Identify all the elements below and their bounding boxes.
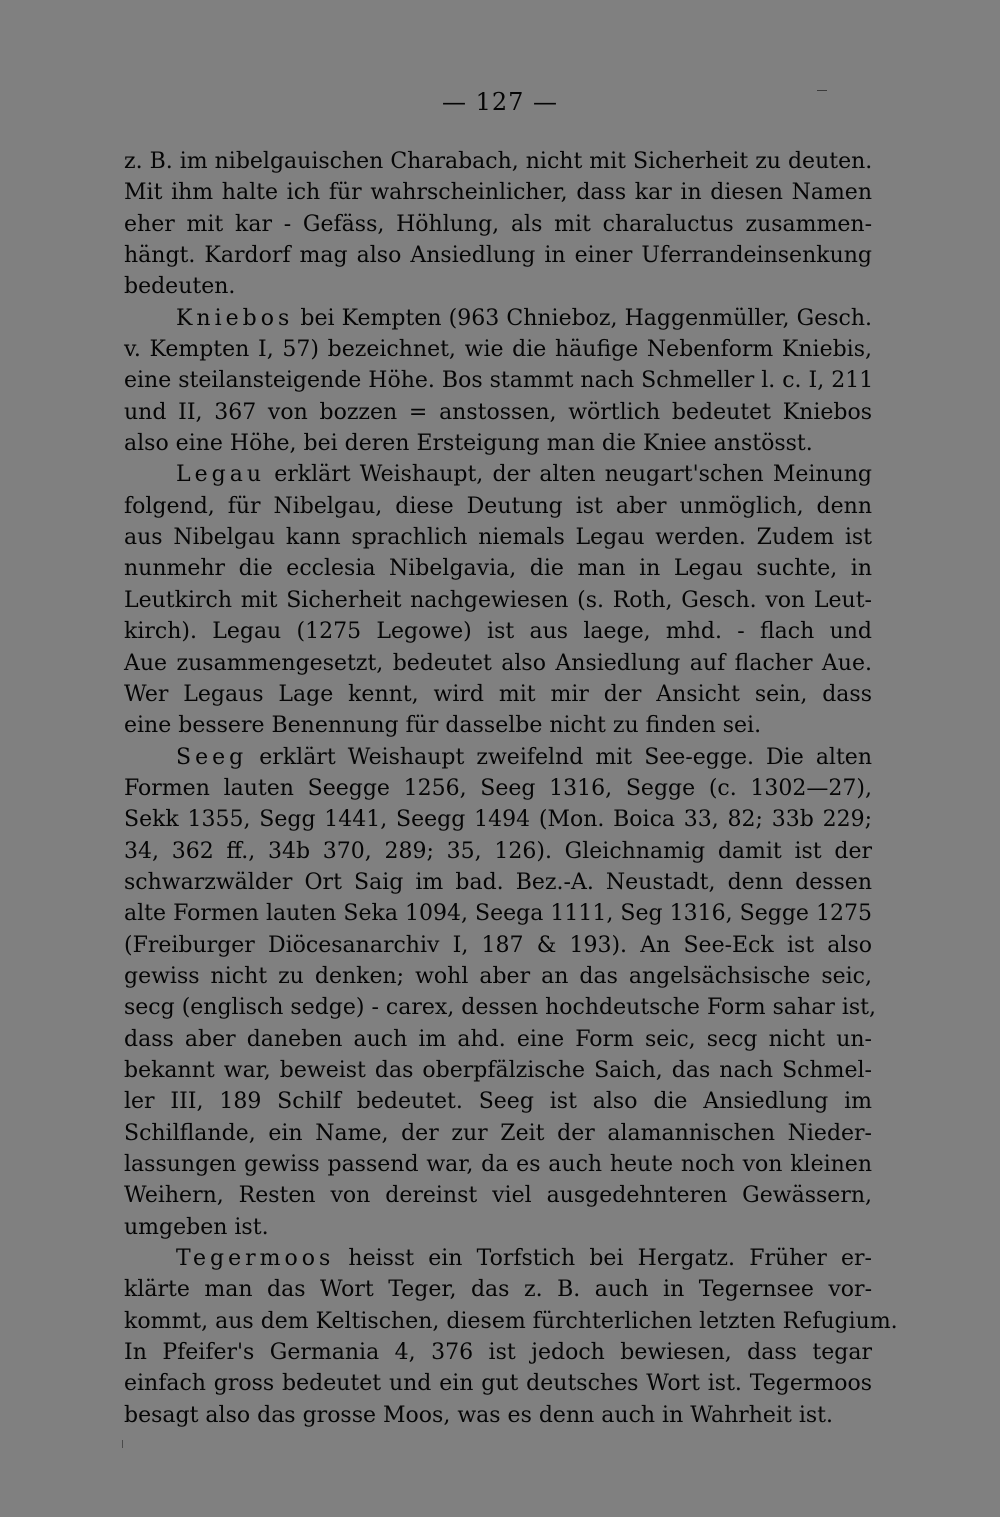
text-line: dass aber daneben auch im ahd. eine Form seic, secg nicht un-: [124, 1026, 872, 1052]
entry-text: erklärt Weishaupt, der alten neugart'schen Meinung: [265, 462, 872, 488]
text-line: folgend, für Nibelgau, diese Deutung ist aber unmöglich, denn: [124, 493, 872, 519]
text-line: (Freiburger Diöcesanarchiv I, 187 & 193). An See-Eck ist also: [124, 932, 872, 958]
text-line: alte Formen lauten Seka 1094, Seega 1111, Seg 1316, Segge 1275: [124, 901, 872, 927]
text-line: z. B. im nibelgauischen Charabach, nicht mit Sicherheit zu deuten.: [124, 149, 873, 174]
text-line: umgeben ist.: [124, 1214, 269, 1240]
text-line: und II, 367 von bozzen = anstossen, wörtlich bedeutet Kniebos: [124, 399, 872, 425]
entry-term: Legau: [176, 462, 265, 488]
text-line: Sekk 1355, Segg 1441, Seegg 1494 (Mon. Boica 33, 82; 33b 229;: [124, 807, 872, 833]
text-line: klärte man das Wort Teger, das z. B. auch in Tegernsee vor-: [124, 1277, 872, 1303]
text-line: kirch). Legau (1275 Legowe) ist aus laege, mhd. - flach und: [124, 619, 872, 645]
text-line: ler III, 189 Schilf bedeutet. Seeg ist also die Ansiedlung im: [124, 1089, 872, 1115]
text-line: schwarzwälder Ort Saig im bad. Bez.-A. Neustadt, denn dessen: [124, 869, 872, 895]
text-line: [124, 459, 872, 490]
entry-text: erklärt Weishaupt zweifelnd mit See-egge. Die alten: [247, 744, 872, 770]
text-line: secg (englisch sedge) - carex, dessen hochdeutsche Form sahar ist,: [124, 995, 876, 1021]
page-number: — 127 —: [441, 88, 559, 116]
text-line: nunmehr die ecclesia Nibelgavia, die man in Legau suchte, in: [124, 556, 872, 582]
text-line: Schilflande, ein Name, der zur Zeit der alamannischen Nieder-: [124, 1120, 872, 1146]
text-line: Mit ihm halte ich für wahrscheinlicher, dass kar in diesen Namen: [124, 180, 872, 206]
text-line: einfach gross bedeutet und ein gut deutsches Wort ist. Tegermoos: [124, 1371, 872, 1397]
text-line: [124, 1243, 872, 1274]
text-line: [124, 303, 872, 334]
text-line: hängt. Kardorf mag also Ansiedlung in einer Uferrandeinsenkung: [124, 243, 872, 269]
entry-term: Tegermoos: [176, 1246, 335, 1272]
text-line: kommt, aus dem Keltischen, diesem fürchterlichen letzten Refugium.: [124, 1308, 898, 1334]
text-line: [124, 742, 872, 773]
text-line: eher mit kar - Gefäss, Höhlung, als mit charaluctus zusammen-: [124, 211, 872, 237]
text-line: gewiss nicht zu denken; wohl aber an das angelsächsische seic,: [124, 963, 872, 989]
body-text: [124, 146, 898, 1431]
text-line: bedeuten.: [124, 274, 236, 300]
text-line: Weihern, Resten von dereinst viel ausgedehnteren Gewässern,: [124, 1183, 872, 1209]
text-line: bekannt war, beweist das oberpfälzische Saich, das nach Schmel-: [124, 1057, 872, 1083]
text-line: eine steilansteigende Höhe. Bos stammt nach Schmeller l. c. I, 211: [124, 368, 874, 394]
text-line: lassungen gewiss passend war, da es auch heute noch von kleinen: [124, 1152, 872, 1177]
text-line: also eine Höhe, bei deren Ersteigung man die Kniee anstösst.: [124, 431, 813, 457]
entry-text: heisst ein Torfstich bei Hergatz. Früher er-: [334, 1246, 872, 1272]
entry-term: Kniebos: [176, 305, 294, 331]
text-line: Aue zusammengesetzt, bedeutet also Ansiedlung auf flacher Aue.: [124, 650, 872, 676]
text-line: In Pfeifer's Germania 4, 376 ist jedoch bewiesen, dass tegar: [124, 1340, 872, 1366]
margin-mark: [817, 90, 827, 91]
text-line: Leutkirch mit Sicherheit nachgewiesen (s. Roth, Gesch. von Leut-: [124, 587, 872, 613]
text-line: v. Kempten I, 57) bezeichnet, wie die häufige Nebenform Kniebis,: [124, 337, 872, 363]
margin-mark: [122, 1440, 123, 1448]
text-line: aus Nibelgau kann sprachlich niemals Legau werden. Zudem ist: [124, 525, 872, 551]
text-line: Formen lauten Seegge 1256, Seeg 1316, Segge (c. 1302—27),: [124, 775, 872, 801]
text-line: besagt also das grosse Moos, was es denn auch in Wahrheit ist.: [124, 1402, 833, 1428]
entry-text: bei Kempten (963 Chnieboz, Haggenmüller, Gesch.: [293, 305, 872, 331]
text-line: Wer Legaus Lage kennt, wird mit mir der Ansicht sein, dass: [124, 681, 872, 707]
entry-term: Seeg: [176, 744, 248, 770]
text-line: eine bessere Benennung für dasselbe nicht zu finden sei.: [124, 713, 762, 739]
text-line: 34, 362 ff., 34b 370, 289; 35, 126). Gleichnamig damit ist der: [124, 838, 872, 864]
